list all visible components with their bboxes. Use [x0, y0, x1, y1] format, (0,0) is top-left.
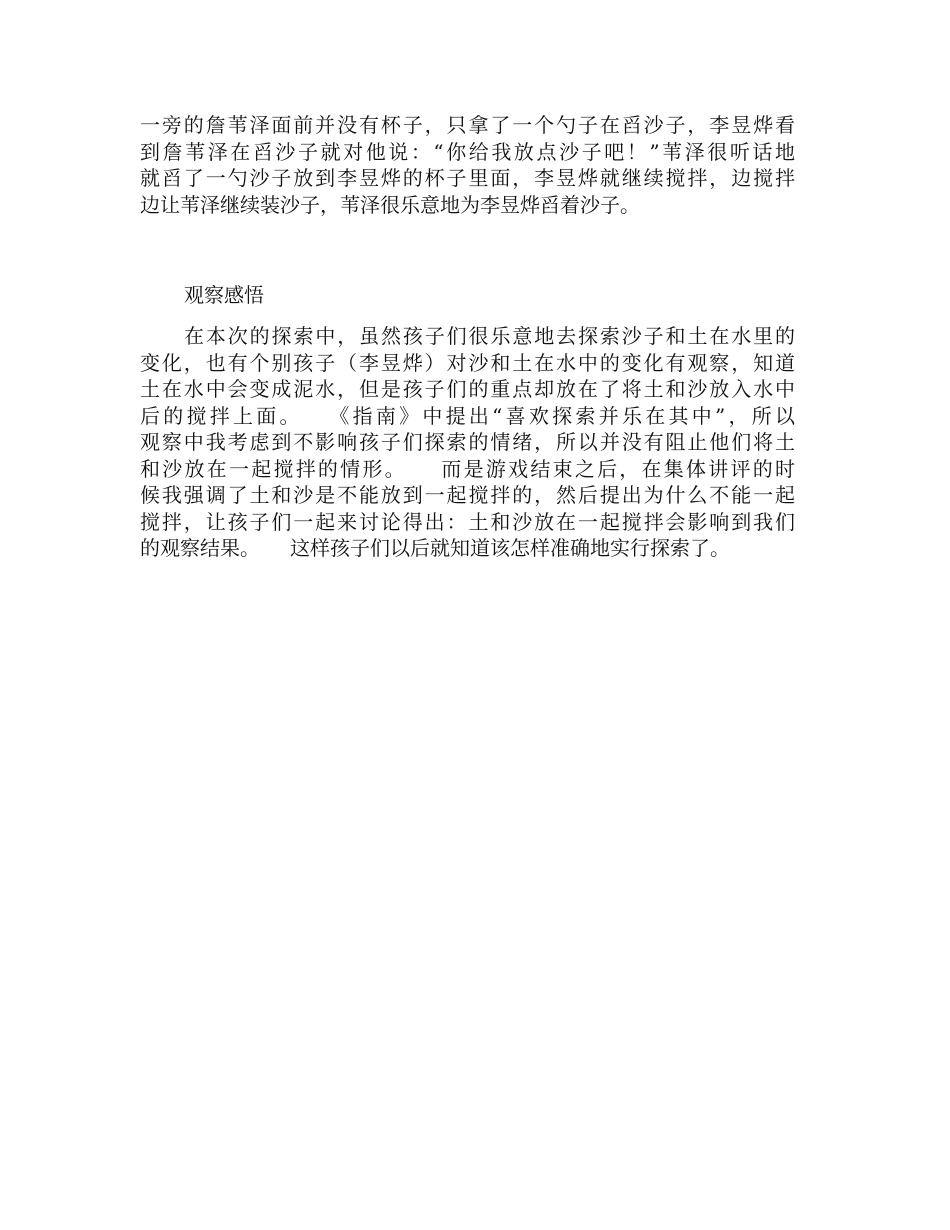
paragraph-reflection — [140, 323, 795, 562]
section-heading: 观察感悟 — [184, 283, 264, 307]
paragraph-line: 搅拌，让孩子们一起来讨论得出：土和沙放在一起搅拌会影响到我们 — [140, 509, 795, 534]
paragraph-line: 观察中我考虑到不影响孩子们探索的情绪，所以并没有阻止他们将土 — [140, 430, 795, 454]
paragraph-line: 候我强调了土和沙是不能放到一起搅拌的，然后提出为什么不能一起 — [140, 483, 795, 507]
paragraph-line: 后的搅拌上面。 《指南》中提出“喜欢探索并乐在其中”，所以 — [140, 403, 795, 428]
paragraph-line: 土在水中会变成泥水，但是孩子们的重点却放在了将土和沙放入水中 — [140, 377, 795, 401]
paragraph-line: 一旁的詹苇泽面前并没有杯子，只拿了一个勺子在舀沙子，李昱烨看 — [140, 113, 795, 137]
paragraph-line: 和沙放在一起搅拌的情形。 而是游戏结束之后，在集体讲评的时 — [140, 456, 795, 481]
paragraph-line: 的观察结果。 这样孩子们以后就知道该怎样准确地实行探索了。 — [140, 536, 730, 560]
paragraph-line: 变化，也有个别孩子（李昱烨）对沙和土在水中的变化有观察，知道 — [140, 350, 795, 375]
paragraph-line: 边让苇泽继续装沙子，苇泽很乐意地为李昱烨舀着沙子。 — [140, 192, 640, 217]
paragraph-line: 就舀了一勺沙子放到李昱烨的杯子里面，李昱烨就继续搅拌，边搅拌 — [140, 166, 795, 190]
paragraph-observation-record — [140, 112, 795, 218]
document-body — [140, 112, 795, 560]
paragraph-line: 在本次的探索中，虽然孩子们很乐意地去探索沙子和土在水里的 — [184, 324, 795, 348]
paragraph-line: 到詹苇泽在舀沙子就对他说：“你给我放点沙子吧！”苇泽很听话地 — [140, 139, 795, 164]
